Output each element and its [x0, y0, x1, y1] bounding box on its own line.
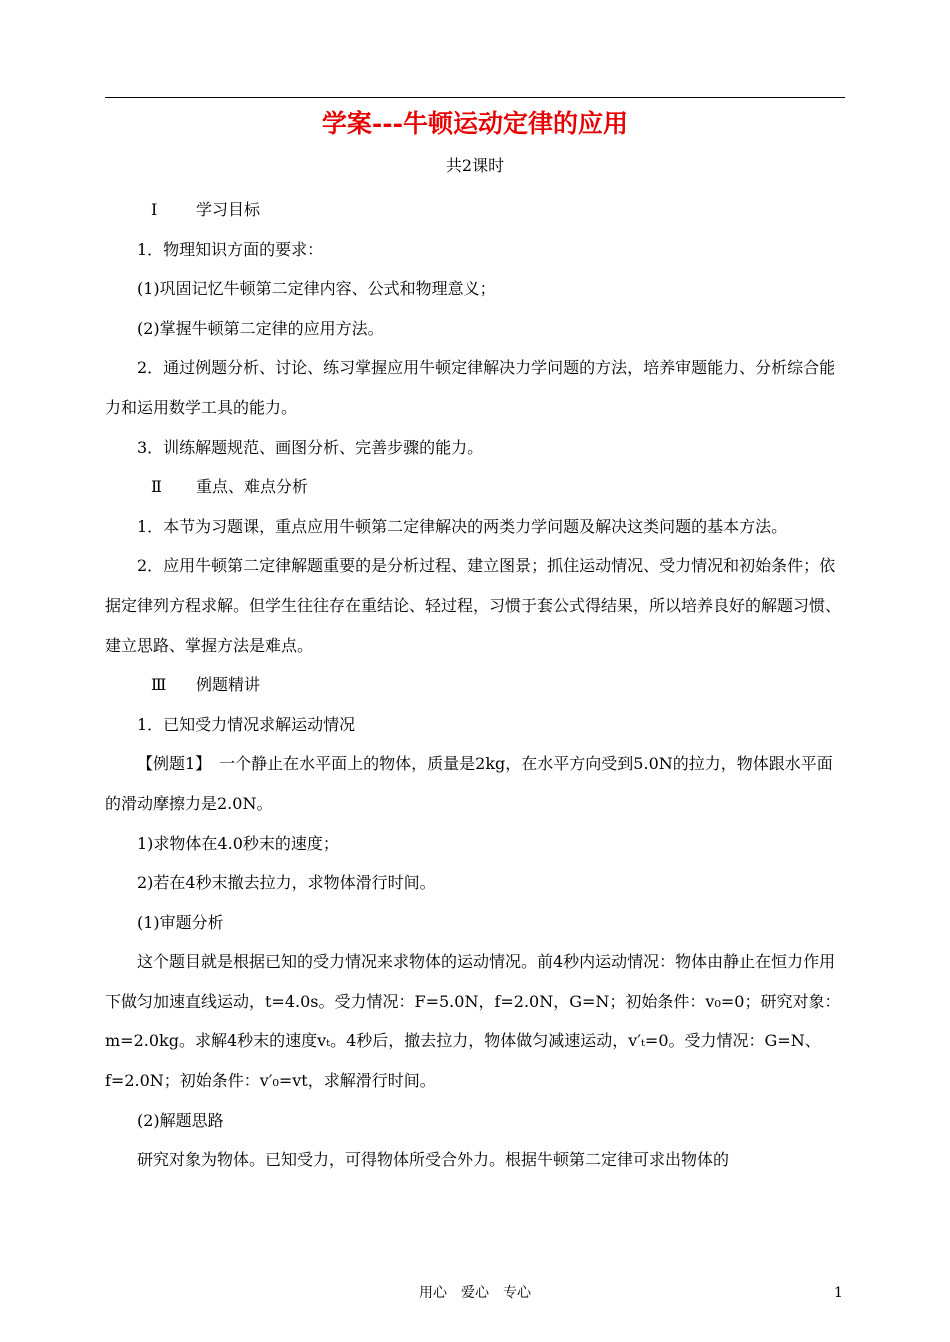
paragraph: 2．应用牛顿第二定律解题重要的是分析过程、建立图景；抓住运动情况、受力情况和初始条件；依据定律列方程求解。但学生往往存在重结论、轻过程，习惯于套公式得结果，所以培养良好的解题习惯、建立思路、掌握方法是难点。 — [105, 556, 842, 655]
page-title: 学案---牛顿运动定律的应用 — [321, 109, 629, 138]
section-number: Ⅲ — [151, 675, 167, 695]
example-paragraph: 【例题1】 一个静止在水平面上的物体，质量是2kg，在水平方向受到5.0N的拉力，物体跟水平面的滑动摩擦力是2.0N。 — [105, 754, 833, 813]
paragraph: 2)若在4秒末撤去拉力，求物体滑行时间。 — [137, 873, 436, 893]
paragraph: 1．物理知识方面的要求： — [137, 239, 324, 259]
page-number: 1 — [834, 1285, 843, 1301]
paragraph: 1)求物体在4.0秒末的速度； — [137, 833, 339, 853]
document-body — [105, 190, 847, 1180]
section-title: 学习目标 — [196, 200, 261, 219]
page-footer: 用心 爱心 专心 — [419, 1285, 531, 1301]
section-title: 重点、难点分析 — [196, 477, 309, 497]
paragraph: 1．本节为习题课，重点应用牛顿第二定律解决的两类力学问题及解决这类问题的基本方法。 — [137, 516, 788, 536]
paragraph: 3．训练解题规范、画图分析、完善步骤的能力。 — [137, 437, 484, 457]
page-subtitle: 共2课时 — [445, 156, 505, 175]
paragraph: 研究对象为物体。已知受力，可得物体所受合外力。根据牛顿第二定律可求出物体的 — [137, 1150, 730, 1170]
paragraph: 这个题目就是根据已知的受力情况来求物体的运动情况。前4秒内运动情况：物体由静止在恒力作用下做匀加速直线运动，t=4.0s。受力情况：F=5.0N，f=2.0N，G=N；初始条件：v₀=0；研究对象：m=2.0kg。求解4秒末的速度vₜ。4秒后，撤去拉力，物体做匀减速运动，v′ₜ=0。受力情况：G=N、f=2.0N；初始条件：v′₀=vt，求解滑行时间。 — [105, 952, 841, 1091]
section-number: Ⅰ — [151, 200, 158, 219]
paragraph: (2)解题思路 — [137, 1110, 224, 1130]
paragraph: (2)掌握牛顿第二定律的应用方法。 — [137, 318, 384, 338]
paragraph: 1．已知受力情况求解运动情况 — [137, 714, 356, 734]
paragraph: (1)审题分析 — [137, 912, 224, 932]
section-title: 例题精讲 — [196, 675, 261, 695]
section-heading-3 — [105, 665, 847, 705]
section-number: Ⅱ — [151, 477, 162, 497]
paragraph: (1)巩固记忆牛顿第二定律内容、公式和物理意义； — [137, 279, 496, 299]
section-heading-1 — [105, 190, 847, 230]
header-rule — [105, 97, 845, 98]
paragraph: 2．通过例题分析、讨论、练习掌握应用牛顿定律解决力学问题的方法，培养审题能力、分析综合能力和运用数学工具的能力。 — [105, 358, 836, 417]
section-heading-2 — [105, 467, 847, 507]
